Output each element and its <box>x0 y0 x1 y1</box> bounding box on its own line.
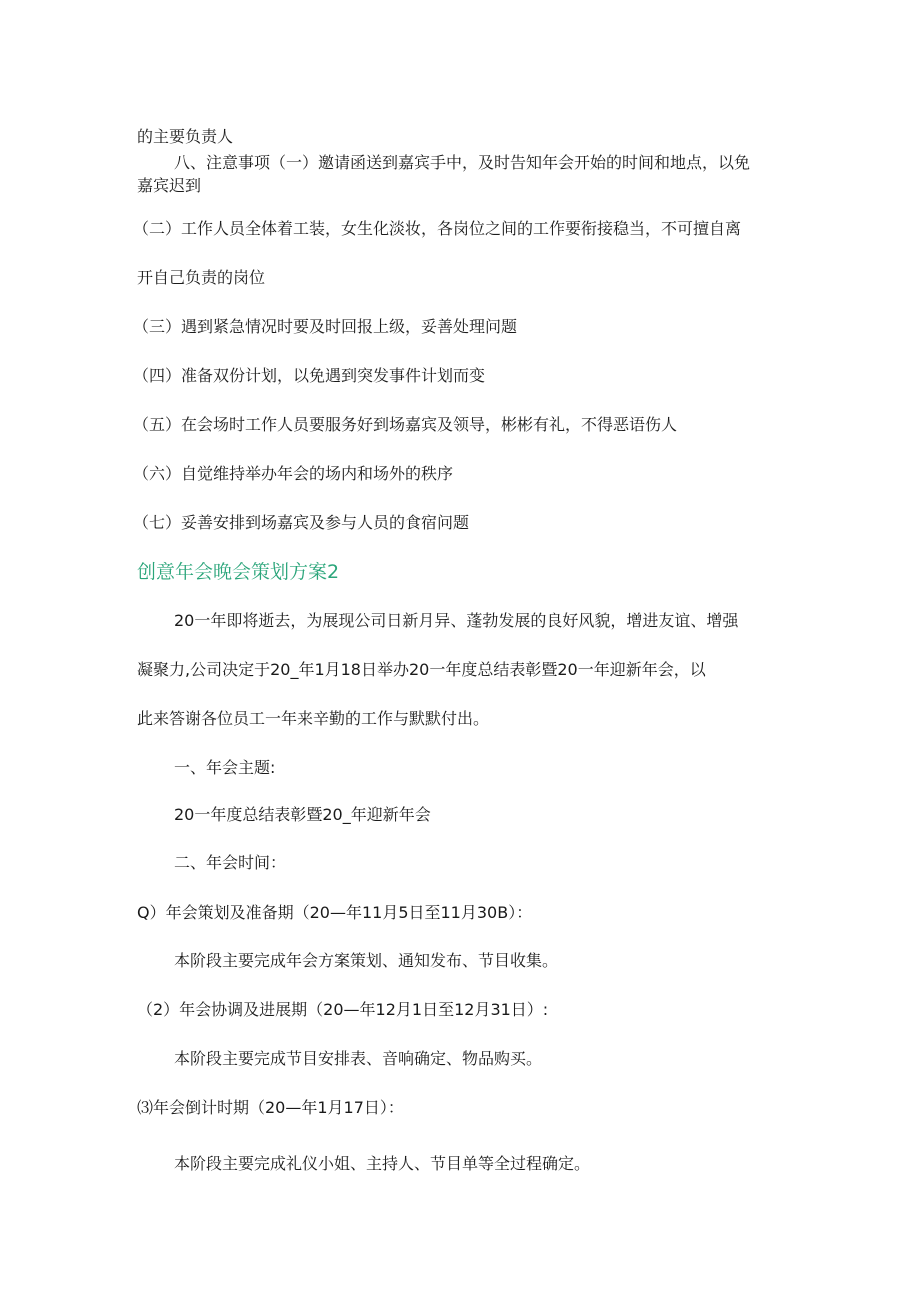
text-line: 此来答谢各位员工一年来辛勤的工作与默默付出。 <box>137 709 490 728</box>
text-line: 本阶段主要完成节目安排表、音响确定、物品购买。 <box>174 1049 543 1068</box>
text-line: 20一年即将逝去，为展现公司日新月异、蓬勃发展的良好风貌，增进友谊、增强 <box>174 611 739 630</box>
text-line: Q）年会策划及准备期（20—年11月5日至11月30B）： <box>137 903 533 922</box>
text-line: 本阶段主要完成年会方案策划、通知发布、节目收集。 <box>174 951 559 970</box>
section-heading: 创意年会晚会策划方案2 <box>137 561 340 583</box>
text-line: （四）准备双份计划，以免遇到突发事件计划而变 <box>133 366 486 385</box>
text-line: 嘉宾迟到 <box>137 176 202 195</box>
text-line: 凝聚力,公司决定于20_年1月18日举办20一年度总结表彰暨20一年迎新年会，以 <box>137 660 706 679</box>
text-line: 八、注意事项（一）邀请函送到嘉宾手中，及时告知年会开始的时间和地点，以免 <box>174 153 751 172</box>
text-line: （2）年会协调及进展期（20—年12月1日至12月31日）: <box>137 1000 549 1019</box>
text-line: （五）在会场时工作人员要服务好到场嘉宾及领导，彬彬有礼，不得恶语伤人 <box>133 415 678 434</box>
text-line: （二）工作人员全体着工装，女生化淡妆，各岗位之间的工作要衔接稳当，不可擅自离 <box>133 219 742 238</box>
text-line: （七）妥善安排到场嘉宾及参与人员的食宿问题 <box>133 513 470 532</box>
text-line: 本阶段主要完成礼仪小姐、主持人、节目单等全过程确定。 <box>174 1154 591 1173</box>
text-line: 20一年度总结表彰暨20_年迎新年会 <box>174 805 431 824</box>
text-line: （六）自觉维持举办年会的场内和场外的秩序 <box>133 464 454 483</box>
text-line: （三）遇到紧急情况时要及时回报上级，妥善处理问题 <box>133 317 518 336</box>
text-line: ⑶年会倒计时期（20—年1月17日）： <box>137 1098 404 1117</box>
text-line: 一、年会主题: <box>174 758 276 777</box>
text-line: 的主要负责人 <box>137 127 234 146</box>
text-line: 开自己负责的岗位 <box>137 268 266 287</box>
text-line: 二、年会时间： <box>174 853 287 872</box>
